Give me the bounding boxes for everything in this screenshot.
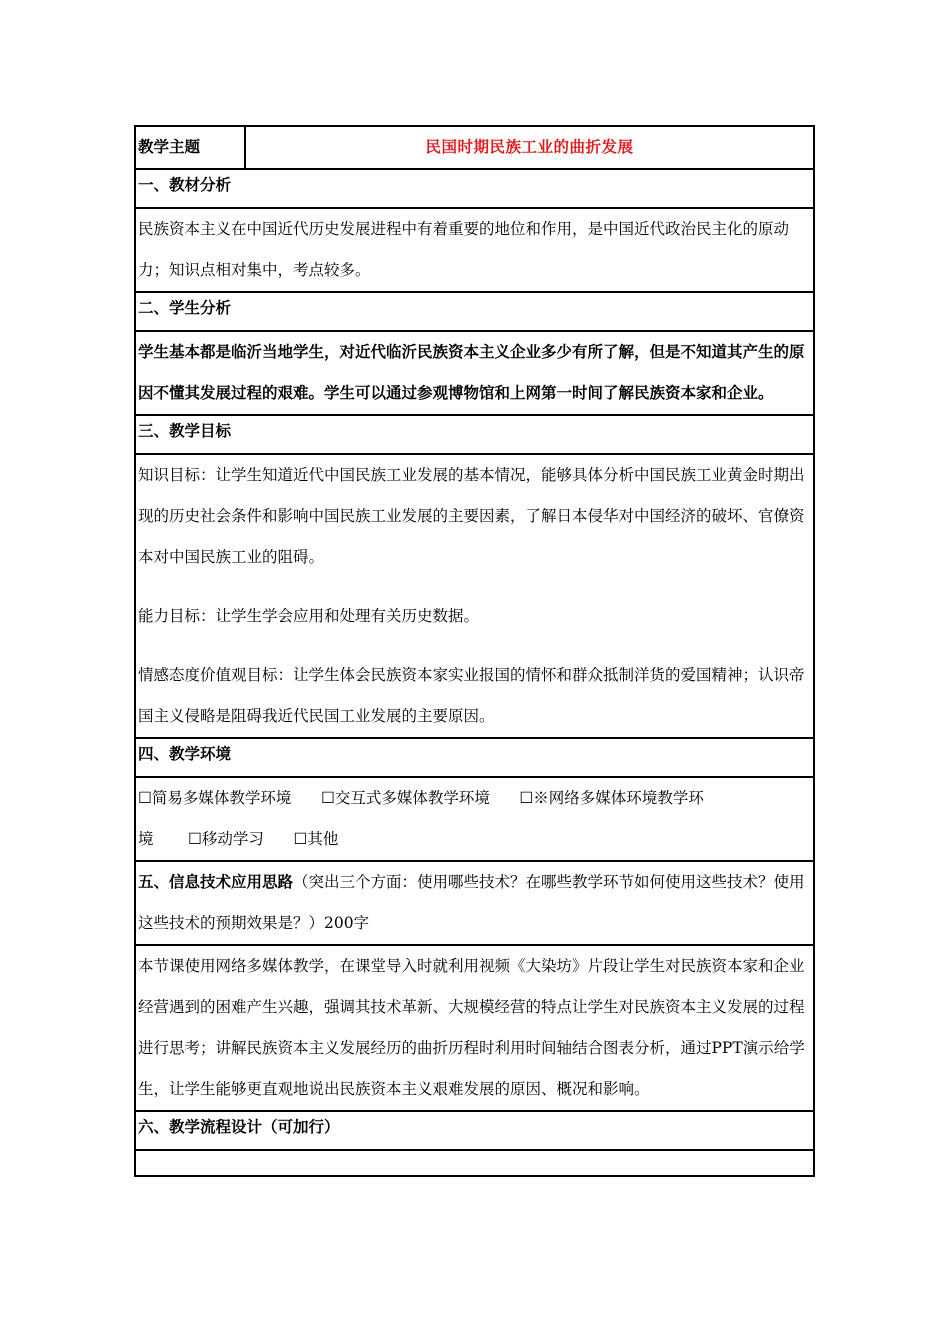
section-2-body-row — [135, 331, 814, 415]
section-5-body: 本节课使用网络多媒体教学，在课堂导入时就利用视频《大染坊》片段让学生对民族资本家和企业经营遇到的困难产生兴趣，强调其技术革新、大规模经营的特点让学生对民族资本主义发展的过程进行思考；讲解民族资本主义发展经历的曲折历程时利用时间轴结合图表分析，通过PPT演示给学生，让学生能够更直观地说出民族资本主义艰难发展的原因、概况和影响。 — [135, 945, 814, 1111]
topic-label: 教学主题 — [135, 126, 245, 169]
section-6-heading-row — [135, 1111, 814, 1150]
section-3-body-row — [135, 454, 814, 738]
section-3-heading-row — [135, 415, 814, 454]
section-6-heading: 六、教学流程设计（可加行） — [135, 1111, 814, 1150]
section-1-heading: 一、教材分析 — [135, 169, 814, 208]
section-5-body-row — [135, 945, 814, 1111]
section-4-body-row — [135, 777, 814, 861]
section-1-heading-row — [135, 169, 814, 208]
section-4-heading: 四、教学环境 — [135, 738, 814, 777]
section-1-body-row — [135, 208, 814, 292]
section-5-heading-note: （突出三个方面：使用哪些技术？在哪些教学环节如何使用这些技术？使用这些技术的预期效果是？）200字 — [138, 873, 805, 932]
section-2-heading-row — [135, 292, 814, 331]
emotion-goal: 情感态度价值观目标：让学生体会民族资本家实业报国的情怀和群众抵制洋货的爱国精神；认识帝国主义侵略是阻碍我近代民国工业发展的主要原因。 — [138, 666, 805, 725]
knowledge-goal: 知识目标：让学生知道近代中国民族工业发展的基本情况，能够具体分析中国民族工业黄金时期出现的历史社会条件和影响中国民族工业发展的主要因素，了解日本侵华对中国经济的破坏、官僚资本对中国民族工业的阻碍。 — [138, 466, 805, 566]
lesson-title: 民国时期民族工业的曲折发展 — [245, 126, 814, 169]
section-5-heading: 五、信息技术应用思路 — [138, 873, 294, 891]
environment-options-line-2: 境 ☐移动学习 ☐其他 — [138, 830, 339, 848]
section-6-empty-cell — [135, 1150, 814, 1176]
section-6-empty-row — [135, 1150, 814, 1176]
section-1-body: 民族资本主义在中国近代历史发展进程中有着重要的地位和作用，是中国近代政治民主化的原动力；知识点相对集中，考点较多。 — [135, 208, 814, 292]
section-5-heading-cell — [135, 861, 814, 945]
section-5-heading-row — [135, 861, 814, 945]
section-2-heading: 二、学生分析 — [135, 292, 814, 331]
lesson-plan-table — [134, 125, 815, 1177]
title-row — [135, 126, 814, 169]
section-4-body — [135, 777, 814, 861]
section-3-heading: 三、教学目标 — [135, 415, 814, 454]
environment-options-line-1: ☐简易多媒体教学环境 ☐交互式多媒体教学环境 ☐※网络多媒体环境教学环 — [138, 789, 704, 807]
section-3-body — [135, 454, 814, 738]
section-2-body: 学生基本都是临沂当地学生，对近代临沂民族资本主义企业多少有所了解，但是不知道其产生的原因不懂其发展过程的艰难。学生可以通过参观博物馆和上网第一时间了解民族资本家和企业。 — [135, 331, 814, 415]
section-4-heading-row — [135, 738, 814, 777]
ability-goal: 能力目标：让学生学会应用和处理有关历史数据。 — [138, 607, 480, 625]
